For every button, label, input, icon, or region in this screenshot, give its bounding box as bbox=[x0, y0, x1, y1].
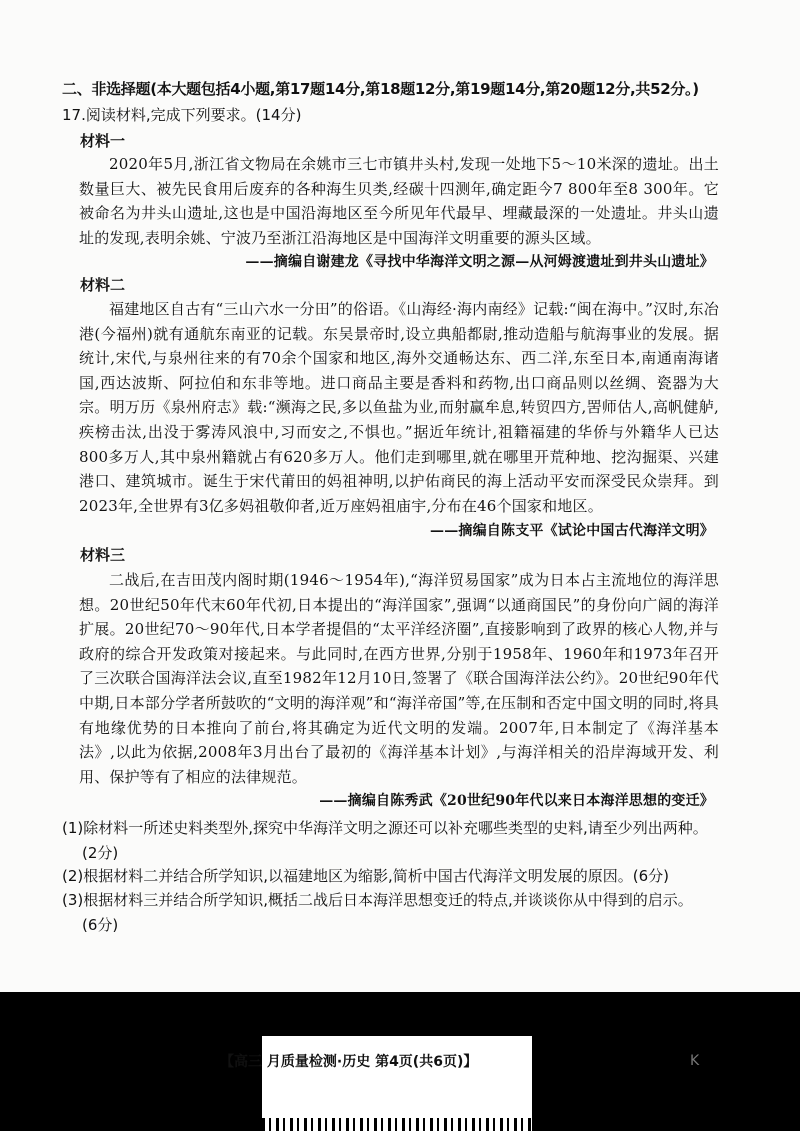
question-3-score: (6分) bbox=[82, 915, 119, 934]
page-footer: 【高三 月质量检测·历史 第4页(共6页)】 bbox=[220, 1054, 478, 1070]
question-3 bbox=[62, 888, 722, 937]
material-2-title: 材料二 bbox=[80, 276, 126, 294]
redaction-block-right bbox=[532, 992, 800, 1131]
question-3-text: (3)根据材料三并结合所学知识,概括二战后日本海洋思想变迁的特点,并谈谈你从中得到的启示。 bbox=[62, 891, 693, 909]
material-3-text: 二战后,在吉田茂内阁时期(1946～1954年),“海洋贸易国家”成为日本占主流地位的海洋思想。20世纪50年代末60年代初,日本提出的“海洋国家”,强调“以通商国民”的身份向广阔的海洋扩展。20世纪70～90年代,日本学者提倡的“太平洋经济圈”,直接影响到了政界的核心人物,并与政府的综合开发政策对接起来。与此同时,在西方世界,分别于1958年、1960年和1973年召开了三次联合国海洋法会议,直至1982年12月10日,签署了《联合国海洋法公约》。20世纪90年代中期,日本部分学者所鼓吹的“文明的海洋观”和“海洋帝国”等,在压制和否定中国文明的同时,将具有地缘优势的日本推向了前台,将其确定为近代文明的发端。2007年,日本制定了《海洋基本法》,以此为依据,2008年3月出台了最初的《海洋基本计划》,与海洋相关的沿岸海域开发、利用、保护等有了相应的法律规范。 bbox=[79, 571, 719, 786]
material-3-title: 材料三 bbox=[80, 546, 126, 564]
material-3-source: ——摘编自陈秀武《20世纪90年代以来日本海洋思想的变迁》 bbox=[319, 793, 714, 809]
footer-mark: K bbox=[690, 1053, 700, 1069]
material-1-title: 材料一 bbox=[80, 132, 126, 150]
scan-noise-strip bbox=[262, 1118, 532, 1131]
material-1-source: ——摘编自谢建龙《寻找中华海洋文明之源—从河姆渡遗址到井头山遗址》 bbox=[245, 254, 714, 270]
question-2-text: (2)根据材料二并结合所学知识,以福建地区为缩影,简析中国古代海洋文明发展的原因。(6分) bbox=[62, 867, 670, 885]
question-1 bbox=[62, 816, 722, 865]
question-1-score: (2分) bbox=[82, 843, 119, 862]
material-1-text: 2020年5月,浙江省文物局在余姚市三七市镇井头村,发现一处地下5～10米深的遗址。出土数量巨大、被先民食用后废弃的各种海生贝类,经碳十四测年,确定距今7 800年至8 300年。它被命名为井头山遗址,这也是中国沿海地区至今所见年代最早、埋藏最深的一处遗址。井头山遗址的发现,表明余姚、宁波乃至浙江沿海地区是中国海洋文明重要的源头区域。 bbox=[79, 155, 719, 247]
question-title: 17.阅读材料,完成下列要求。(14分) bbox=[62, 106, 302, 124]
section-heading: 二、非选择题(本大题包括4小题,第17题14分,第18题12分,第19题14分,第20题12分,共52分。) bbox=[62, 80, 699, 98]
material-2-text: 福建地区自古有“三山六水一分田”的俗语。《山海经·海内南经》记载:“闽在海中。”汉时,东冶港(今福州)就有通航东南亚的记载。东吴景帝时,设立典船都尉,推动造船与航海事业的发展。据统计,宋代,与泉州往来的有70余个国家和地区,海外交通畅达东、西二洋,东至日本,南通南海诸国,西达波斯、阿拉伯和东非等地。进口商品主要是香料和药物,出口商品则以丝绸、瓷器为大宗。明万历《泉州府志》载:“濒海之民,多以鱼盐为业,而射赢牟息,转贸四方,罟师估人,高帆健舻,疾榜击汰,出没于雾涛风浪中,习而安之,不惧也。”据近年统计,祖籍福建的华侨与外籍华人已达800多万人,其中泉州籍就占有620多万人。他们走到哪里,就在哪里开荒种地、挖沟掘渠、兴建港口、建筑城市。诞生于宋代莆田的妈祖神明,以护佑商民的海上活动平安而深受民众崇拜。到2023年,全世界有3亿多妈祖敬仰者,近万座妈祖庙宇,分布在46个国家和地区。 bbox=[79, 300, 719, 515]
question-2 bbox=[62, 864, 722, 889]
question-1-text: (1)除材料一所述史料类型外,探究中华海洋文明之源还可以补充哪些类型的史料,请至少列出两种。 bbox=[62, 819, 708, 837]
redaction-block-top bbox=[262, 992, 532, 1036]
material-2-source: ——摘编自陈支平《试论中国古代海洋文明》 bbox=[430, 523, 714, 539]
